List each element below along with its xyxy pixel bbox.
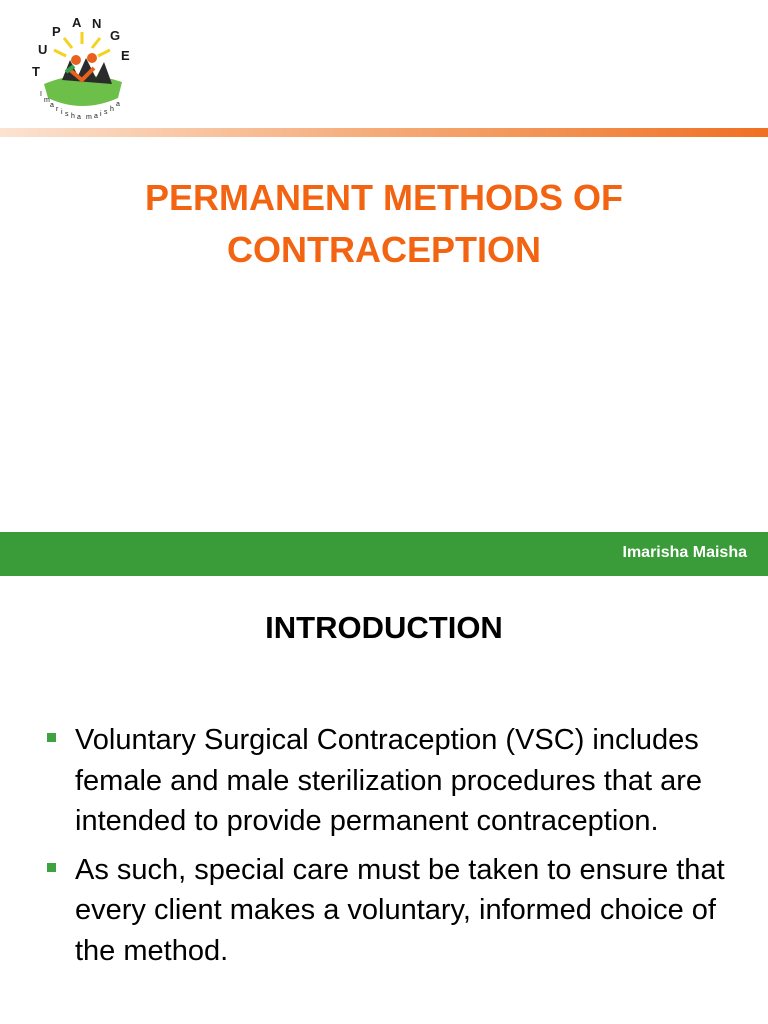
bullet-item (0, 850, 768, 972)
footer-tagline: Imarisha Maisha (622, 544, 747, 561)
svg-text:a: a (77, 114, 81, 121)
tupange-logo (26, 14, 138, 124)
orange-divider (0, 128, 768, 137)
svg-text:I: I (40, 91, 42, 98)
tupange-logo-graphic (26, 14, 138, 124)
svg-text:P: P (52, 24, 61, 39)
svg-text:m: m (44, 97, 50, 104)
svg-text:i: i (100, 111, 102, 118)
footer-band (0, 532, 768, 576)
svg-text:r: r (56, 106, 59, 113)
svg-text:m: m (86, 114, 92, 121)
slide-title (0, 172, 768, 276)
svg-text:a: a (50, 102, 54, 109)
bullet-text: Voluntary Surgical Contraception (VSC) includes female and male sterilization procedures that are intended to provide permanent contraception. (75, 724, 703, 837)
bullet-text: As such, special care must be taken to ensure that every client makes a voluntary, informed choice of the method. (75, 853, 725, 967)
svg-text:i: i (61, 109, 63, 116)
svg-text:s: s (104, 109, 108, 116)
svg-text:U: U (38, 42, 48, 57)
svg-text:T: T (32, 64, 40, 79)
svg-text:E: E (121, 48, 130, 63)
svg-text:h: h (71, 113, 75, 120)
content-slide (0, 576, 768, 1024)
svg-text:N: N (92, 16, 102, 31)
svg-text:s: s (65, 111, 69, 118)
svg-text:a: a (116, 101, 120, 108)
svg-text:G: G (110, 28, 121, 43)
svg-text:A: A (72, 15, 82, 30)
bullet-item (0, 720, 768, 842)
section-heading: INTRODUCTION (265, 610, 503, 645)
square-bullet-icon (47, 863, 56, 872)
slide-title-line-1: PERMANENT METHODS OF (144, 177, 623, 218)
slide-title-line-2: CONTRACEPTION (227, 229, 541, 270)
square-bullet-icon (47, 733, 56, 742)
svg-text:h: h (110, 106, 114, 113)
bullet-list (0, 720, 768, 979)
svg-text:a: a (94, 113, 98, 120)
